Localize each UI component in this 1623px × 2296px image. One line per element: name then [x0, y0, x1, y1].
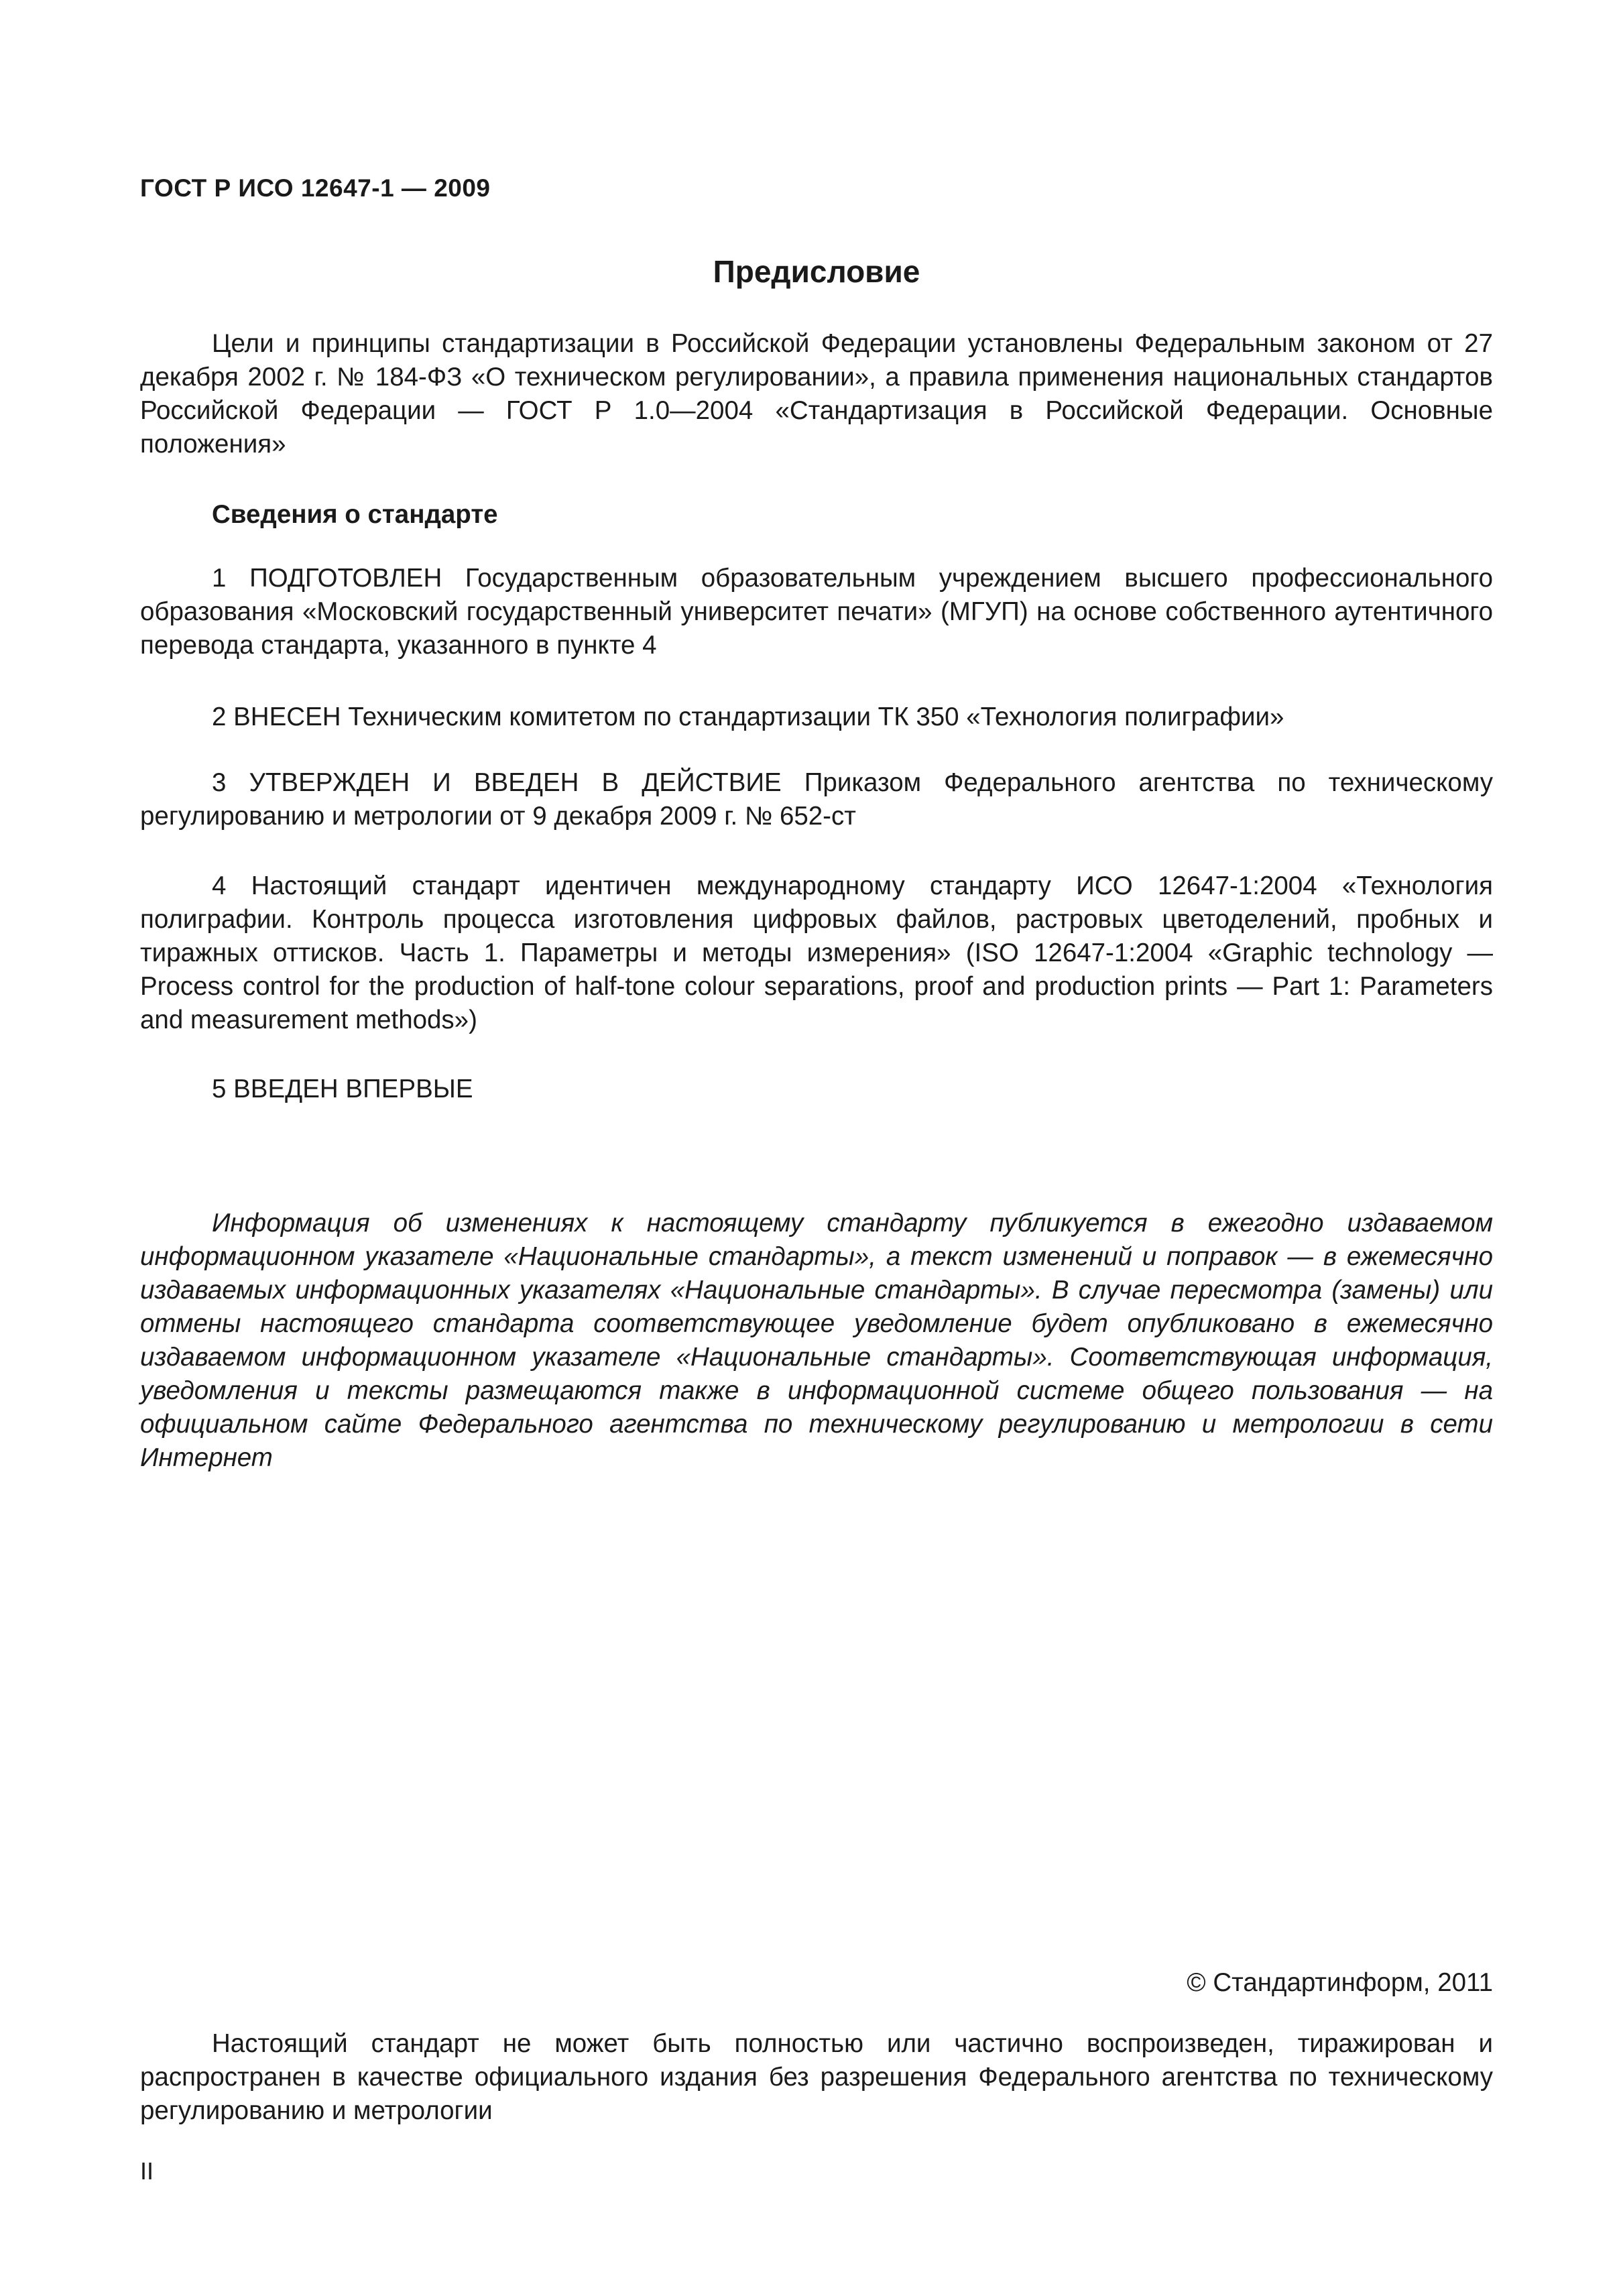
page-title: Предисловие	[713, 254, 920, 289]
document-page	[140, 0, 1493, 2296]
changes-notice: Информация об изменениях к настоящему стандарту публикуется в ежегодно издаваемом информационном указателе «Национальные стандарты», а текст изменений и поправок — в ежемесячно издаваемых информационных указателях «Национальные стандарты». В случае пересмотра (замены) или отмены настоящего стандарта соответствующее уведомление будет опубликовано в ежемесячно издаваемом информационном указателе «Национальные стандарты». Соответствующая информация, уведомления и тексты размещаются также в информационной системе общего пользования — на официальном сайте Федерального агентства по техническому регулированию и метрологии в сети Интернет	[140, 1209, 1493, 1472]
item-identical: 4 Настоящий стандарт идентичен международному стандарту ИСО 12647-1:2004 «Технология полиграфии. Контроль процесса изготовления цифровых файлов, растровых цветоделений, пробных и тиражных оттисков. Часть 1. Параметры и методы измерения» (ISO 12647-1:2004 «Graphic technology — Process control for the production of half-tone colour separations, proof and production prints — Part 1: Parameters and measurement methods»)	[140, 871, 1493, 1034]
item-submitted: 2 ВНЕСЕН Техническим комитетом по стандартизации ТК 350 «Технология полиграфии»	[212, 703, 1284, 731]
reproduction-notice: Настоящий стандарт не может быть полностью или частично воспроизведен, тиражирован и распространен в качестве официального издания без разрешения Федерального агентства по техническому регулированию и метрологии	[140, 2029, 1493, 2125]
intro-paragraph: Цели и принципы стандартизации в Российской Федерации установлены Федеральным законом от 27 декабря 2002 г. № 184-ФЗ «О техническом регулировании», а правила применения национальных стандартов Российской Федерации — ГОСТ Р 1.0—2004 «Стандартизация в Российской Федерации. Основные положения»	[140, 329, 1493, 459]
item-approved: 3 УТВЕРЖДЕН И ВВЕДЕН В ДЕЙСТВИЕ Приказом Федерального агентства по техническому регулированию и метрологии от 9 декабря 2009 г. № 652-ст	[140, 768, 1493, 831]
item-introduced: 5 ВВЕДЕН ВПЕРВЫЕ	[212, 1075, 473, 1103]
copyright: © Стандартинформ, 2011	[1187, 1968, 1493, 1997]
item-prepared: 1 ПОДГОТОВЛЕН Государственным образовательным учреждением высшего профессионального образования «Московский государственный университет печати» (МГУП) на основе собственного аутентичного перевода стандарта, указанного в пункте 4	[140, 564, 1493, 660]
document-code: ГОСТ Р ИСО 12647-1 — 2009	[140, 174, 491, 202]
page-number: II	[140, 2157, 154, 2185]
section-heading: Сведения о стандарте	[212, 500, 498, 529]
